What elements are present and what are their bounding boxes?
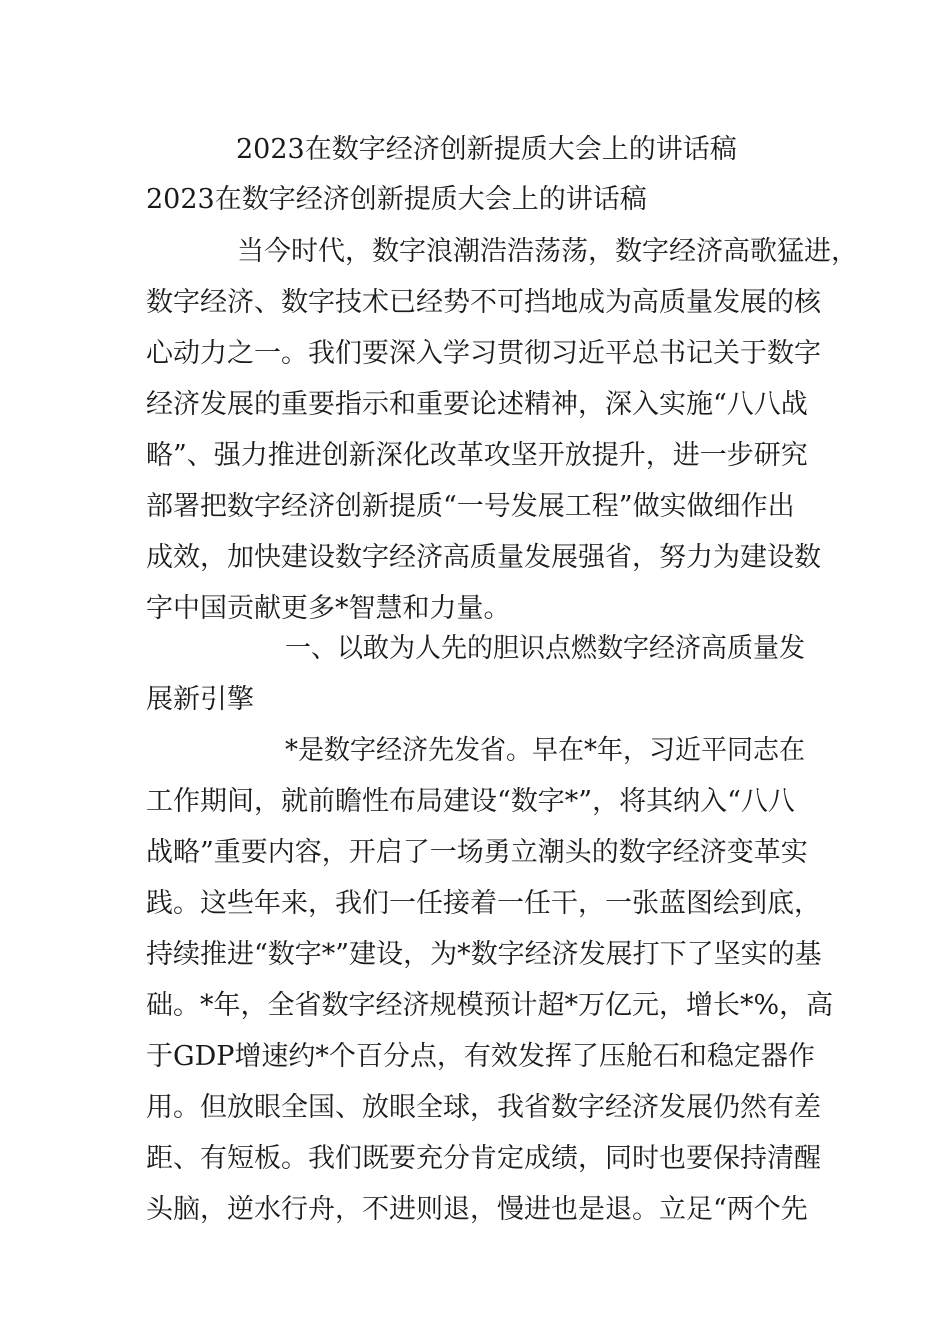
paragraph-line: 字中国贡献更多*智慧和力量。 [146,593,511,624]
paragraph-line: 当今时代，数字浪潮浩浩荡荡，数字经济高歌猛进， [237,236,858,267]
paragraph-line: *是数字经济先发省。早在*年，习近平同志在 [285,735,806,766]
paragraph-line: 数字经济、数字技术已经势不可挡地成为高质量发展的核 [146,287,821,318]
paragraph-line: 础。*年，全省数字经济规模预计超*万亿元，增长*%，高 [146,990,834,1021]
paragraph-line: 工作期间，就前瞻性布局建设“数字*”，将其纳入“八八 [146,786,795,817]
paragraph-line: 经济发展的重要指示和重要论述精神，深入实施“八八战 [146,389,808,420]
paragraph-line: 于GDP增速约*个百分点，有效发挥了压舱石和稳定器作 [146,1041,815,1072]
paragraph-line: 用。但放眼全国、放眼全球，我省数字经济发展仍然有差 [146,1092,821,1123]
paragraph-line: 持续推进“数字*”建设，为*数字经济发展打下了坚实的基 [146,939,822,970]
document-title: 2023在数字经济创新提质大会上的讲话稿 [236,134,737,165]
paragraph-line: 成效，加快建设数字经济高质量发展强省，努力为建设数 [146,542,821,573]
heading-line: 展新引擎 [146,684,254,715]
paragraph-line: 部署把数字经济创新提质“一号发展工程”做实做细作出 [146,491,795,522]
heading-line: 一、以敢为人先的胆识点燃数字经济高质量发 [285,633,806,664]
paragraph-line: 践。这些年来，我们一任接着一任干，一张蓝图绘到底， [146,888,821,919]
document-subtitle: 2023在数字经济创新提质大会上的讲话稿 [146,184,647,215]
paragraph-line: 略”、强力推进创新深化改革攻坚开放提升，进一步研究 [146,440,808,471]
paragraph-line: 战略”重要内容，开启了一场勇立潮头的数字经济变革实 [146,837,808,868]
paragraph-line: 心动力之一。我们要深入学习贯彻习近平总书记关于数字 [146,338,821,369]
paragraph-line: 头脑，逆水行舟，不进则退，慢进也是退。立足“两个先 [146,1194,808,1225]
paragraph-line: 距、有短板。我们既要充分肯定成绩，同时也要保持清醒 [146,1143,821,1174]
